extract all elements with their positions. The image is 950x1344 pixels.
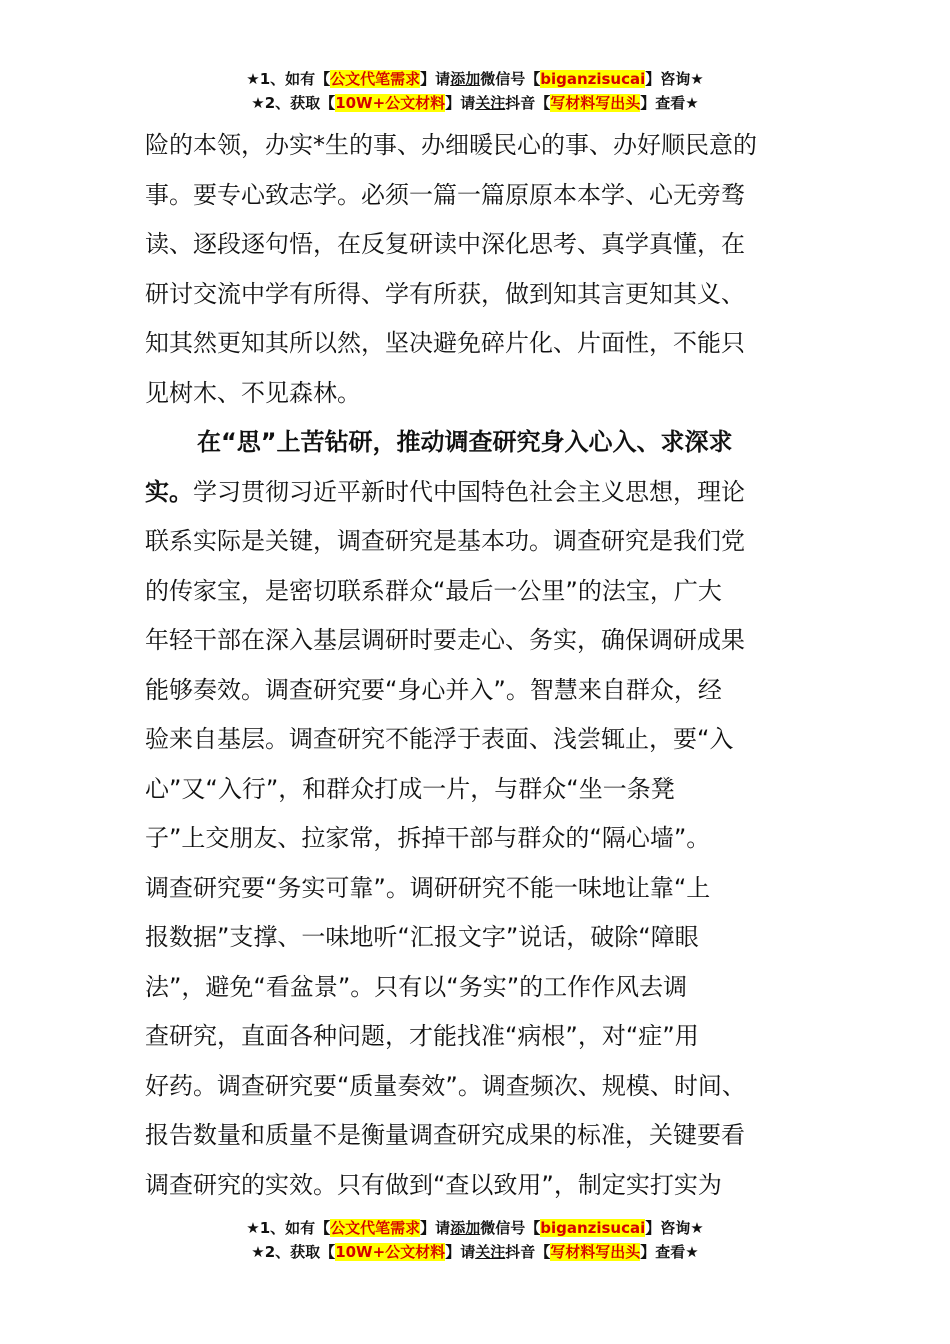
highlight-materials: 10W+公文材料 [335, 1243, 446, 1261]
text-line: 法”，避免“看盆景”。只有以“务实”的工作作风去调 [145, 972, 688, 1001]
footer-banner [0, 1216, 950, 1264]
text-line [145, 468, 805, 518]
text-line: 验来自基层。调查研究不能浮于表面、浅尝辄止，要“入 [145, 725, 734, 753]
banner-line-1 [0, 1216, 950, 1240]
header-banner [0, 67, 950, 115]
banner-line-2 [0, 1240, 950, 1264]
text-line: 联系实际是关键，调查研究是基本功。调查研究是我们党 [145, 527, 745, 555]
highlight-wechat-id: biganzisucai [540, 70, 646, 88]
banner-text: 】请 [445, 1243, 476, 1261]
text-line: 见树木、不见森林。 [145, 378, 361, 407]
document-body [145, 121, 805, 1210]
paragraph-start: 学习贯彻习近平新时代中国特色社会主义思想，理论 [193, 477, 745, 506]
banner-text: 微信号【 [480, 70, 541, 88]
text-line: 险的本领，办实*生的事、办细暖民心的事、办好顺民意的 [145, 131, 757, 159]
banner-text: 】请 [420, 1219, 451, 1237]
banner-text: 】咨询★ [645, 1219, 704, 1237]
text-line: 子”上交朋友、拉家常，拆掉干部与群众的“隔心墙”。 [145, 824, 711, 852]
highlight-materials: 10W+公文材料 [335, 94, 446, 112]
banner-line-2 [0, 91, 950, 115]
banner-text: 】请 [420, 70, 451, 88]
highlight-ghostwriting: 公文代笔需求 [330, 70, 421, 88]
banner-text: 】请 [445, 94, 476, 112]
text-line: 查研究，直面各种问题，才能找准“病根”，对“症”用 [145, 1022, 699, 1050]
banner-text: 】咨询★ [645, 70, 704, 88]
section-heading [145, 418, 805, 468]
heading-text-end: 实。 [145, 477, 193, 506]
banner-text: 】查看★ [640, 1243, 699, 1261]
banner-text: ★2、获取【 [251, 1243, 336, 1261]
banner-text: ★2、获取【 [251, 94, 336, 112]
text-line: 的传家宝，是密切联系群众“最后一公里”的法宝，广大 [145, 576, 722, 605]
banner-text: 】查看★ [640, 94, 699, 112]
underlined-add: 添加 [450, 70, 481, 88]
text-line: 事。要专心致志学。必须一篇一篇原原本本学、心无旁骛 [145, 180, 745, 209]
banner-text: 抖音【 [505, 1243, 551, 1261]
banner-line-1 [0, 67, 950, 91]
text-line: 调查研究要“务实可靠”。调研研究不能一味地让靠“上 [145, 873, 711, 902]
banner-text: ★1、如有【 [246, 70, 331, 88]
banner-text: 微信号【 [480, 1219, 541, 1237]
underlined-add: 添加 [450, 1219, 481, 1237]
text-line: 能够奏效。调查研究要“身心并入”。智慧来自群众，经 [145, 675, 722, 704]
text-line: 心”又“入行”，和群众打成一片，与群众“坐一条凳 [145, 774, 675, 803]
heading-text: 在“思”上苦钻研，推动调查研究身入心入、求深求 [197, 428, 733, 456]
text-line: 报告数量和质量不是衡量调查研究成果的标准，关键要看 [145, 1121, 745, 1149]
highlight-ghostwriting: 公文代笔需求 [330, 1219, 421, 1237]
highlight-wechat-id: biganzisucai [540, 1219, 646, 1237]
highlight-douyin: 写材料写出头 [550, 1243, 641, 1261]
banner-text: 抖音【 [505, 94, 551, 112]
highlight-douyin: 写材料写出头 [550, 94, 641, 112]
text-line: 读、逐段逐句悟，在反复研读中深化思考、真学真懂，在 [145, 230, 745, 258]
text-line: 年轻干部在深入基层调研时要走心、务实，确保调研成果 [145, 626, 745, 654]
text-line: 报数据”支撑、一味地听“汇报文字”说话，破除“障眼 [145, 923, 699, 951]
text-line: 调查研究的实效。只有做到“查以致用”，制定实打实为 [145, 1170, 722, 1199]
text-line: 好药。调查研究要“质量奏效”。调查频次、规模、时间、 [145, 1071, 746, 1100]
banner-text: ★1、如有【 [246, 1219, 331, 1237]
underlined-follow: 关注 [475, 1243, 506, 1261]
text-line: 知其然更知其所以然，坚决避免碎片化、片面性，不能只 [145, 329, 745, 357]
underlined-follow: 关注 [475, 94, 506, 112]
text-line: 研讨交流中学有所得、学有所获，做到知其言更知其义、 [145, 279, 745, 308]
